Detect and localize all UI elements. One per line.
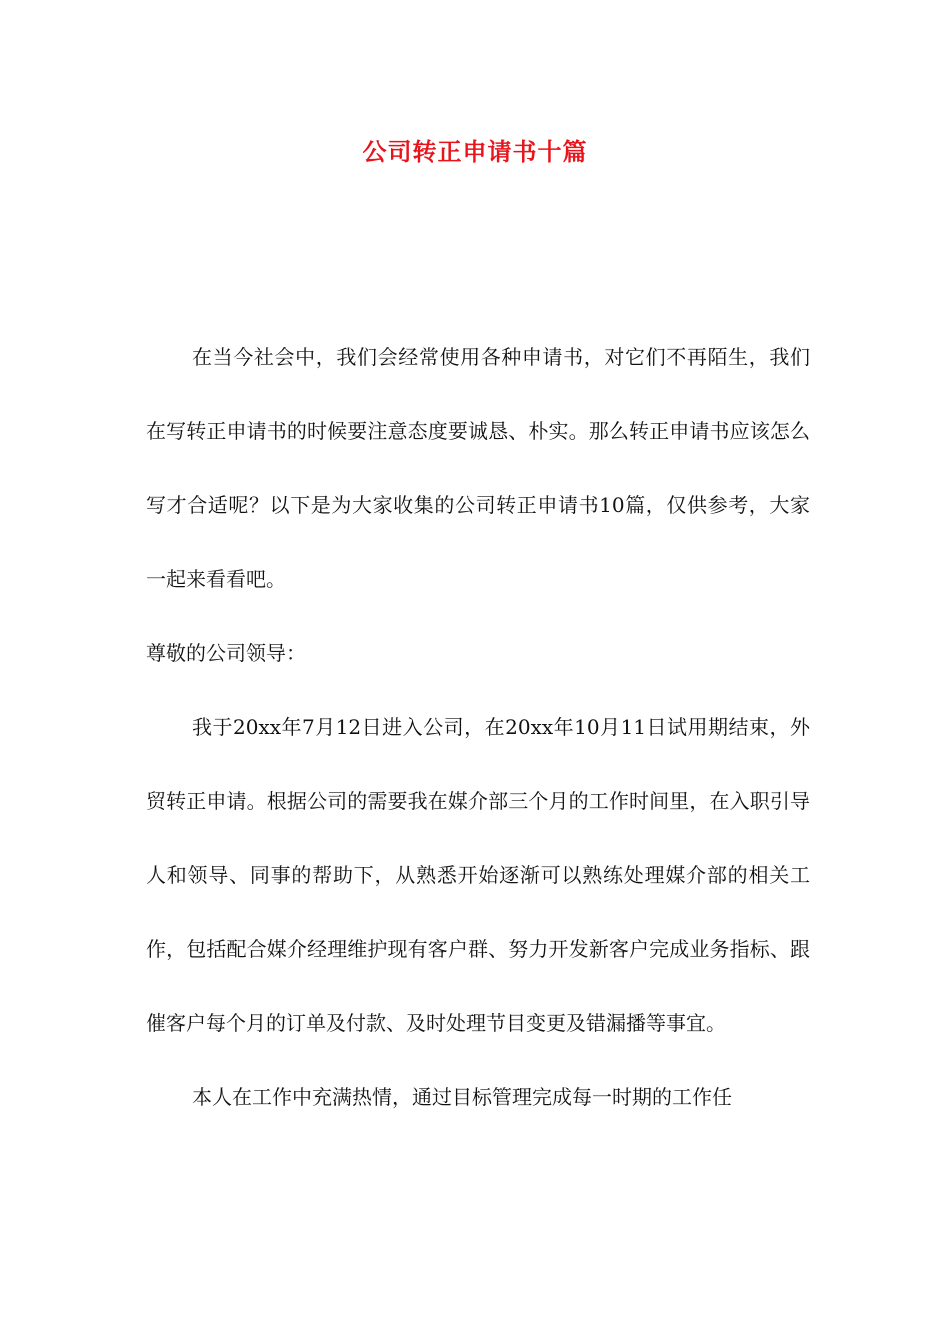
paragraph-salutation: 尊敬的公司领导： [146, 641, 306, 665]
document-body [146, 320, 810, 1134]
paragraph-intro: 在当今社会中，我们会经常使用各种申请书，对它们不再陌生，我们在写转正申请书的时候要注意态度要诚恳、朴实。那么转正申请书应该怎么写才合适呢？以下是为大家收集的公司转正申请书10篇，仅供参考，大家一起来看看吧。 [146, 345, 810, 591]
paragraph-work-summary: 我于20xx年7月12日进入公司，在20xx年10月11日试用期结束，外贸转正申请。根据公司的需要我在媒介部三个月的工作时间里，在入职引导人和领导、同事的帮助下，从熟悉开始逐渐可以熟练处理媒介部的相关工作，包括配合媒介经理维护现有客户群、努力开发新客户完成业务指标、跟催客户每个月的订单及付款、及时处理节目变更及错漏播等事宜。 [146, 715, 810, 1035]
paragraph-work-attitude: 本人在工作中充满热情，通过目标管理完成每一时期的工作任 [192, 1085, 732, 1109]
document-title: 公司转正申请书十篇 [362, 137, 588, 166]
